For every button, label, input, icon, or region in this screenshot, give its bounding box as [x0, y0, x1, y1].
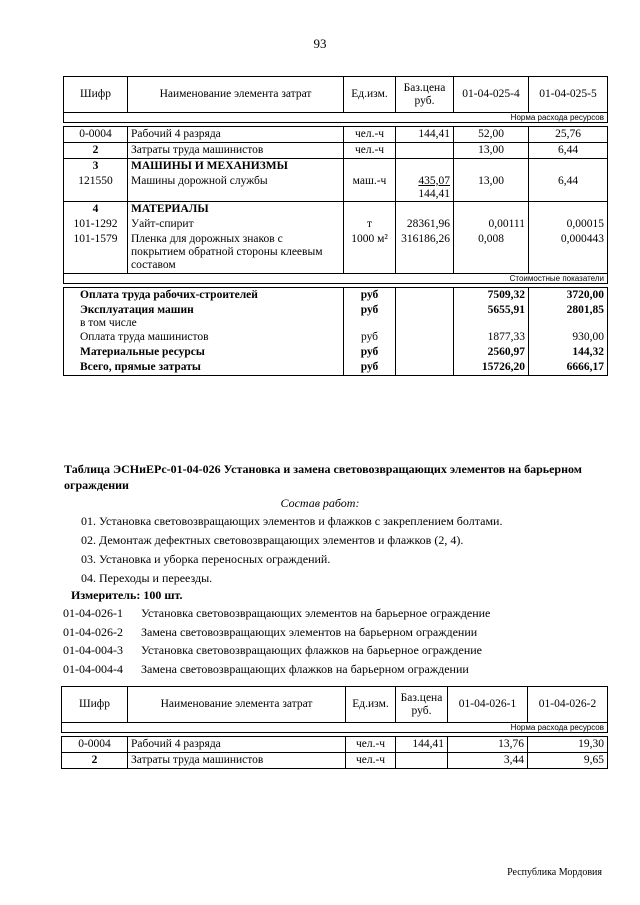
header-code: Шифр	[64, 77, 128, 113]
norm-label-row	[64, 113, 608, 123]
section-machines-row: 3 МАШИНЫ И МЕХАНИЗМЫ	[64, 158, 608, 173]
table-row: Материальные ресурсы руб 2560,97 144,32	[64, 345, 608, 360]
table-row: 2 Затраты труда машинистов чел.-ч 13,00 6,44	[64, 142, 608, 158]
table-row: 101-1579 Пленка для дорожных знаков с покрытием обратной стороны клеевым составом 1000 м² 316186,26 0,008 0,000443	[64, 232, 608, 273]
work-item: 04. Переходы и переезды.	[81, 571, 213, 585]
resource-table-2	[61, 686, 608, 769]
work-item: 01. Установка световозвращающих элементов и флажков с закреплением болтами.	[81, 514, 503, 528]
resource-table-1	[63, 76, 608, 376]
table-row: 2 Затраты труда машинистов чел.-ч 3,44 9,65	[62, 752, 608, 768]
table-row: 121550 Машины дорожной службы маш.-ч 435,07 144,41 13,00 6,44	[64, 174, 608, 202]
norm-label: Норма расхода ресурсов	[64, 113, 608, 123]
header-col1: 01-04-025-4	[454, 77, 529, 113]
work-item: 03. Установка и уборка переносных ограждений.	[81, 552, 331, 566]
table-row: 101-1292 Уайт-спирит т 28361,96 0,00111 0,00015	[64, 217, 608, 232]
composition-heading: Состав работ:	[280, 496, 360, 510]
footer-region: Республика Мордовия	[507, 867, 602, 878]
cost-label-row	[64, 273, 608, 283]
meter: Измеритель: 100 шт.	[71, 588, 183, 602]
table-row: Всего, прямые затраты руб 15726,20 6666,17	[64, 360, 608, 375]
section-materials-row: 4 МАТЕРИАЛЫ	[64, 202, 608, 217]
table1-header-row	[64, 77, 608, 113]
header-unit: Ед.изм.	[346, 687, 396, 723]
header-price: Баз.цена руб.	[396, 77, 454, 113]
norm-label: Норма расхода ресурсов	[62, 723, 608, 733]
code-item: 01-04-026-1 Установка световозвращающих элементов на барьерное ограждение	[63, 606, 491, 620]
table-row: Эксплуатация машин в том числе руб 5655,91 2801,85	[64, 303, 608, 331]
header-col2: 01-04-025-5	[529, 77, 608, 113]
table-row: Оплата труда машинистов руб 1877,33 930,00	[64, 330, 608, 345]
header-name: Наименование элемента затрат	[128, 687, 346, 723]
cost-label: Стоимостные показатели	[64, 273, 608, 283]
header-name: Наименование элемента затрат	[128, 77, 344, 113]
header-col2: 01-04-026-2	[528, 687, 608, 723]
header-col1: 01-04-026-1	[448, 687, 528, 723]
table-row: 0-0004 Рабочий 4 разряда чел.-ч 144,41 52,00 25,76	[64, 127, 608, 143]
code-item: 01-04-026-2 Замена световозвращающих элементов на барьерном ограждении	[63, 625, 478, 639]
table2-header-row	[62, 687, 608, 723]
section-title: Таблица ЭСНиЕРс-01-04-026 Установка и замена световозвращающих элементов на барьерном ограждении	[64, 462, 582, 492]
table-row: Оплата труда рабочих-строителей руб 7509,32 3720,00	[64, 287, 608, 302]
page-number: 93	[313, 36, 327, 51]
header-unit: Ед.изм.	[344, 77, 396, 113]
work-item: 02. Демонтаж дефектных световозвращающих элементов и флажков (2, 4).	[81, 533, 464, 547]
code-item: 01-04-004-3 Установка световозвращающих флажков на барьерное ограждение	[63, 643, 482, 657]
code-item: 01-04-004-4 Замена световозвращающих флажков на барьерном ограждении	[63, 662, 469, 676]
table-row: 0-0004 Рабочий 4 разряда чел.-ч 144,41 13,76 19,30	[62, 737, 608, 753]
header-price: Баз.цена руб.	[396, 687, 448, 723]
norm-label-row	[62, 723, 608, 733]
header-code: Шифр	[62, 687, 128, 723]
